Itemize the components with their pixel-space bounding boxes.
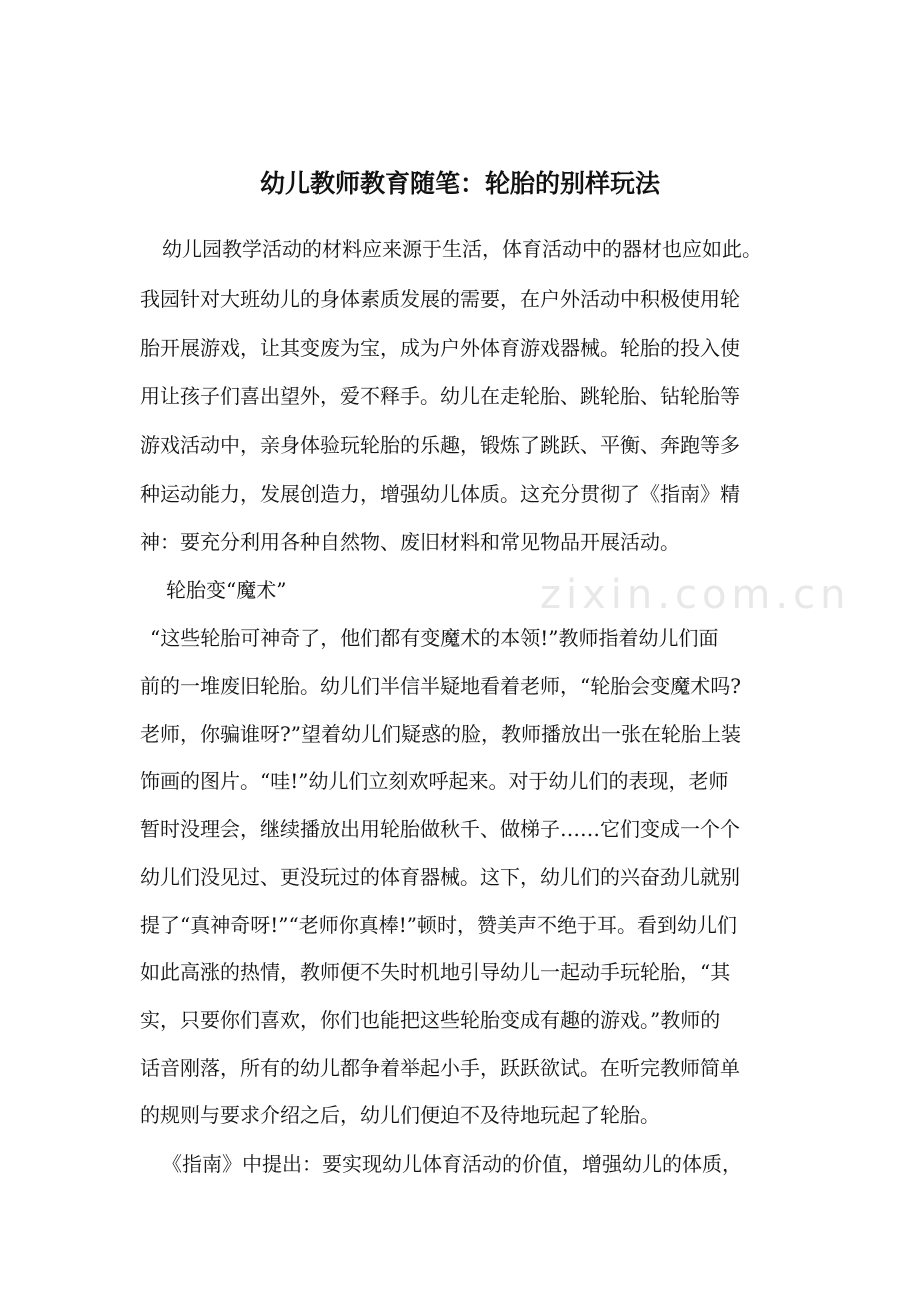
paragraph-line: 我园针对大班幼儿的身体素质发展的需要，在户外活动中积极使用轮 xyxy=(140,287,740,311)
paragraph-line: 如此高涨的热情，教师便不失时机地引导幼儿一起动手玩轮胎，“其 xyxy=(140,960,731,984)
paragraph-line: 《指南》中提出：要实现幼儿体育活动的价值，增强幼儿的体质， xyxy=(162,1152,742,1176)
watermark: zixin.com.cn xyxy=(540,572,851,618)
paragraph-line: 幼儿园教学活动的材料应来源于生活，体育活动中的器材也应如此。 xyxy=(162,237,762,261)
paragraph-line: 胎开展游戏，让其变废为宝，成为户外体育游戏器械。轮胎的投入使 xyxy=(140,336,740,360)
paragraph-line: 老师，你骗谁呀?”望着幼儿们疑惑的脸，教师播放出一张在轮胎上装 xyxy=(140,722,741,746)
section-heading: 轮胎变“魔术” xyxy=(166,578,287,602)
paragraph-line: 提了“真神奇呀!”“老师你真棒!”顿时，赞美声不绝于耳。看到幼儿们 xyxy=(140,913,737,937)
paragraph-line: 的规则与要求介绍之后，幼儿们便迫不及待地玩起了轮胎。 xyxy=(140,1103,660,1127)
paragraph-line: 话音刚落，所有的幼儿都争着举起小手，跃跃欲试。在听完教师简单 xyxy=(140,1056,740,1080)
paragraph-line: 用让孩子们喜出望外，爱不释手。幼儿在走轮胎、跳轮胎、钻轮胎等 xyxy=(140,384,740,408)
paragraph-line: 饰画的图片。“哇!”幼儿们立刻欢呼起来。对于幼儿们的表现，老师 xyxy=(140,769,729,793)
document-title: 幼儿教师教育随笔：轮胎的别样玩法 xyxy=(259,169,660,198)
paragraph-line: 实，只要你们喜欢，你们也能把这些轮胎变成有趣的游戏。”教师的 xyxy=(140,1008,721,1032)
paragraph-line: 种运动能力，发展创造力，增强幼儿体质。这充分贯彻了《指南》精 xyxy=(140,482,740,506)
paragraph-line: 游戏活动中，亲身体验玩轮胎的乐趣，锻炼了跳跃、平衡、奔跑等多 xyxy=(140,433,740,457)
paragraph-line: “这些轮胎可神奇了，他们都有变魔术的本领!”教师指着幼儿们面 xyxy=(150,626,719,650)
paragraph-line: 前的一堆废旧轮胎。幼儿们半信半疑地看着老师，“轮胎会变魔术吗? xyxy=(140,674,741,698)
paragraph-line: 神：要充分利用各种自然物、废旧材料和常见物品开展活动。 xyxy=(140,530,680,554)
paragraph-line: 幼儿们没见过、更没玩过的体育器械。这下，幼儿们的兴奋劲儿就别 xyxy=(140,865,740,889)
paragraph-line: 暂时没理会，继续播放出用轮胎做秋千、做梯子……它们变成一个个 xyxy=(140,817,740,841)
